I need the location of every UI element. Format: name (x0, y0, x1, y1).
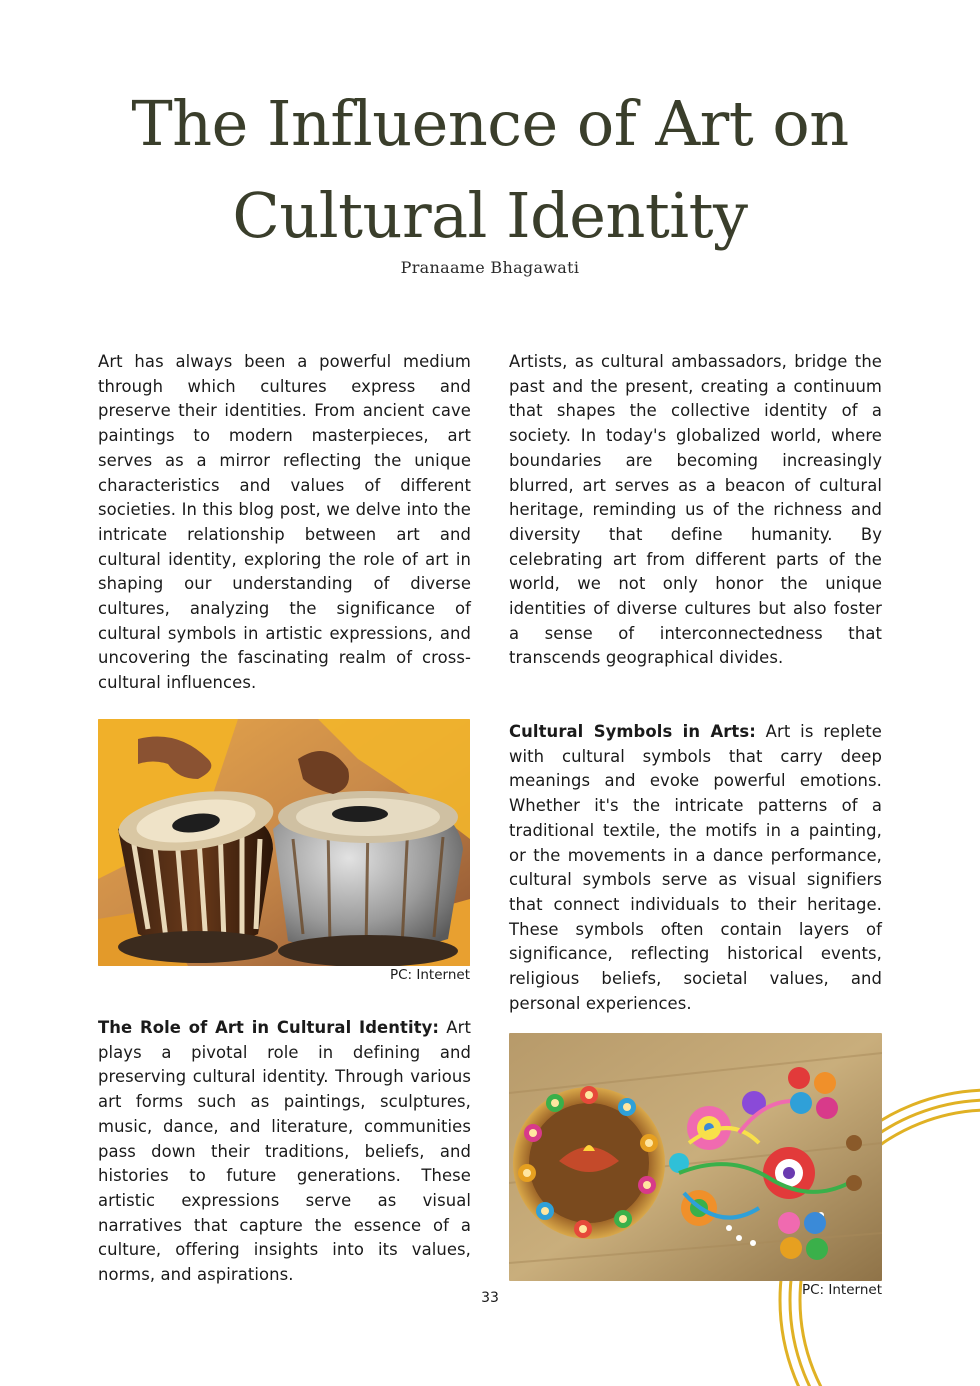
role-paragraph (98, 1016, 471, 1288)
intro-paragraph: Art has always been a powerful medium through which cultures express and preserve their identities. From ancient cave paintings to modern masterpieces, art serves as a mirror reflecting the unique characteristics and values of different societies. In this blog post, we delve into the intricate relationship between art and cultural identity, exploring the role of art in shaping our understanding of diverse cultures, analyzing the significance of cultural symbols in artistic expressions, and uncovering the fascinating realm of cross-cultural influences. (98, 352, 471, 693)
role-text: Art plays a pivotal role in defining and preserving cultural identity. Through various art forms such as paintings, sculptures, music, dance, and literature, communities pass down their traditions, beliefs, and histories to future generations. These artistic expressions serve as visual narratives that capture the essence of a culture, offering insights into its values, norms, and aspirations. (98, 1018, 471, 1285)
title-line-2: Cultural Identity (232, 179, 748, 252)
symbols-text: Art is replete with cultural symbols that carry deep meanings and evoke powerful emotions. Whether it's the intricate patterns of a traditional textile, the motifs in a painting, or the movements in a dance performance, cultural symbols serve as visual signifiers that connect individuals to their heritage. These symbols often contain layers of significance, reflecting historical events, religious beliefs, societal values, and personal experiences. (509, 722, 882, 1013)
symbols-heading: Cultural Symbols in Arts: (509, 722, 756, 741)
title-line-1: The Influence of Art on (131, 87, 849, 160)
tabla-photo-caption: PC: Internet (389, 967, 470, 983)
role-heading: The Role of Art in Cultural Identity: (98, 1018, 440, 1037)
rangoli-photo-caption: PC: Internet (801, 1282, 882, 1298)
artists-paragraph: Artists, as cultural ambassadors, bridge the past and the present, creating a continuum that shapes the collective identity of a society. In today's globalized world, where boundaries are becoming increasingly blurred, art serves as a beacon of cultural heritage, reminding us of the richness and diversity that define humanity. By celebrating art from different parts of the world, we not only honor the unique identities of diverse cultures but also foster a sense of interconnectedness that transcends geographical divides. (509, 352, 882, 668)
page-number: 33 (481, 1290, 499, 1306)
article-title (0, 78, 980, 262)
author-name: Pranaame Bhagawati (400, 258, 580, 277)
symbols-paragraph (509, 720, 882, 1016)
rangoli-photo (509, 1033, 882, 1281)
tabla-photo (98, 719, 470, 966)
